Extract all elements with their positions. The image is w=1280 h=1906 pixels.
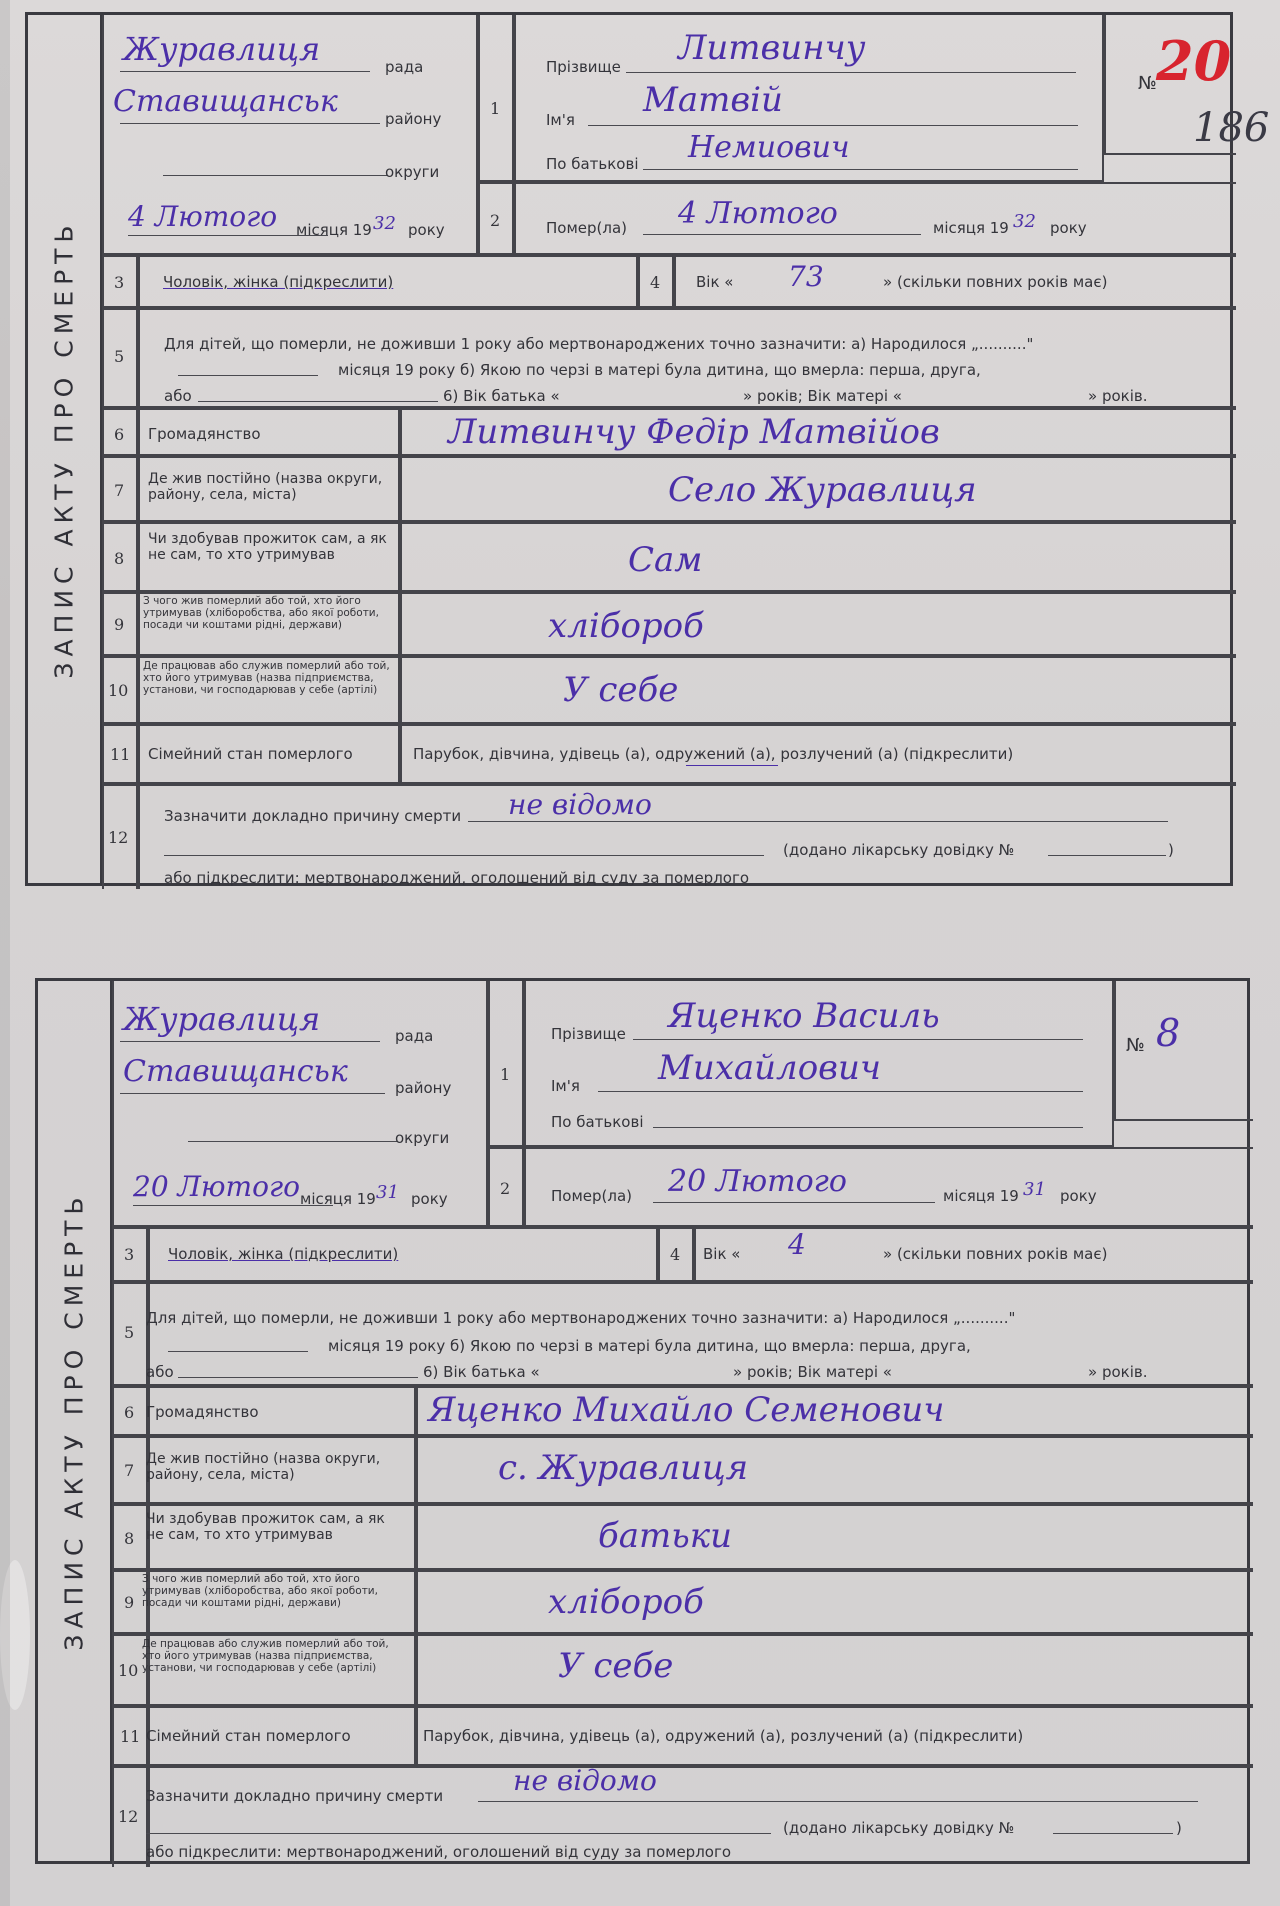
workplace-label: Де працював або служив померлий або той, хто його утримував (назва підприємства, установи, чи господарював у себе (артілі) (143, 660, 390, 697)
row-9-value-cell (400, 592, 1236, 656)
age-suffix: » (скільки повних років має) (883, 1245, 1108, 1263)
surname-label: Прізвище (551, 1025, 626, 1043)
death-year-label: року (1050, 219, 1087, 237)
death-year-value: 32 (1013, 211, 1036, 232)
children-line-2: місяця 19 року б) Якою по черзі в матері була дитина, що вмерла: перша, друга, (328, 1337, 971, 1355)
citizenship-label: Громадянство (148, 425, 261, 443)
district-value: Ставищанськ (113, 84, 338, 119)
row-4-number: 4 (650, 273, 661, 292)
row-1-number-cell (488, 981, 524, 1147)
surname-label: Прізвище (546, 58, 621, 76)
children-line-3c: » років; Вік матері « (743, 387, 902, 405)
patronymic-line (653, 1127, 1083, 1128)
row-9-number: 9 (124, 1593, 135, 1612)
record-number-value: 20 (1156, 29, 1232, 93)
council-value: Журавлиця (123, 30, 321, 68)
cause-line-1 (478, 1801, 1198, 1802)
registration-month-label: місяця 19 (296, 221, 372, 239)
children-line-3a: або (146, 1363, 174, 1381)
children-line-1: Для дітей, що померли, не доживши 1 року або мертвонароджених точно зазначити: а) Народилося „.........." (164, 335, 1034, 353)
okrug-label: округи (395, 1129, 450, 1147)
row-2-number: 2 (490, 211, 501, 230)
income-source-label: З чого жив померлий або той, хто його утримував (хліборобства, або якої роботи, посади чи коштами рідні, держави) (142, 1573, 378, 1610)
first-name-label: Ім'я (546, 111, 575, 129)
death-date-line (643, 234, 921, 235)
row-10-number: 10 (108, 681, 129, 700)
age-value: 4 (788, 1228, 806, 1261)
sex-options: Чоловік, жінка (підкреслити) (163, 273, 394, 291)
income-source-value: хлібороб (548, 606, 704, 646)
row-8-value-cell (400, 522, 1236, 592)
row-9-number: 9 (114, 615, 125, 634)
district-label: району (385, 110, 442, 128)
children-line-1: Для дітей, що померли, не доживши 1 року або мертвонароджених точно зазначити: а) Народилося „.........." (146, 1309, 1016, 1327)
row-3-number: 3 (114, 273, 125, 292)
registration-year-value: 32 (373, 213, 396, 234)
cause-line-2 (164, 855, 764, 856)
patronymic-line (643, 169, 1078, 170)
marital-status-label: Сімейний стан померлого (146, 1727, 351, 1745)
medical-certificate-label: (додано лікарську довідку № (783, 841, 1015, 859)
row-6-number: 6 (124, 1403, 135, 1422)
workplace-label: Де працював або служив померлий або той, хто його утримував (назва підприємства, установи, чи господарював у себе (артілі) (142, 1638, 389, 1675)
marital-status-options: Парубок, дівчина, удівець (а), одружений (а), розлучений (а) (підкреслити) (413, 745, 1014, 763)
children-line-3d: » років. (1088, 387, 1148, 405)
residence-value: Село Журавлиця (668, 470, 977, 510)
children-cell (138, 308, 1236, 408)
row-7-number: 7 (114, 481, 125, 500)
council-label: рада (395, 1027, 434, 1045)
residence-label: Де жив постійно (назва округи, району, села, міста) (148, 471, 383, 504)
council-label: рада (385, 58, 424, 76)
surname-line (633, 1039, 1083, 1040)
income-source-value: хлібороб (548, 1582, 704, 1622)
row-9-value-cell (416, 1570, 1253, 1634)
row-5-number: 5 (124, 1323, 135, 1342)
age-label: Вік « (703, 1245, 741, 1263)
residence-value: с. Журавлиця (498, 1448, 749, 1488)
patronymic-label: По батькові (546, 155, 639, 173)
record-number-label: № (1126, 1035, 1145, 1056)
row-5-number: 5 (114, 347, 125, 366)
livelihood-value: Сам (628, 540, 703, 580)
children-line-3d: » років. (1088, 1363, 1148, 1381)
residence-label: Де жив постійно (назва округи, району, села, міста) (146, 1451, 381, 1484)
cause-of-death-value: не відомо (513, 1764, 657, 1797)
medical-certificate-label: (додано лікарську довідку № (783, 1819, 1015, 1837)
row-10-value-cell (400, 656, 1236, 724)
death-year-value: 31 (1023, 1179, 1046, 1200)
first-name-line (588, 125, 1078, 126)
age-suffix: » (скільки повних років має) (883, 273, 1108, 291)
age-label: Вік « (696, 273, 734, 291)
children-blank-2 (178, 1377, 418, 1378)
death-label: Помер(ла) (551, 1187, 633, 1205)
registration-year-label: року (411, 1190, 448, 1208)
livelihood-label: Чи здобував прожиток сам, а як не сам, то хто утримував (146, 1511, 385, 1544)
children-blank-1 (178, 375, 318, 376)
row-3-number: 3 (124, 1245, 135, 1264)
council-line (120, 71, 370, 72)
row-7-number: 7 (124, 1461, 135, 1480)
row-1-number: 1 (490, 99, 501, 118)
income-source-label: З чого жив померлий або той, хто його утримував (хліборобства, або якої роботи, посади чи коштами рідні, держави) (143, 595, 379, 632)
citizenship-label: Громадянство (146, 1403, 259, 1421)
row-8-number: 8 (124, 1529, 135, 1548)
death-date-cell (524, 1147, 1253, 1227)
registration-month-label: місяця 19 (300, 1190, 376, 1208)
registration-year-label: року (408, 221, 445, 239)
row-4-number: 4 (670, 1245, 681, 1264)
row-12-number: 12 (108, 828, 129, 847)
row-6-number: 6 (114, 425, 125, 444)
registration-date-value: 4 Лютого (128, 200, 278, 233)
row-8-number: 8 (114, 549, 125, 568)
record-number-value: 8 (1156, 1011, 1181, 1055)
children-line-3b: 6) Вік батька « (423, 1363, 540, 1381)
death-month-label: місяця 19 (943, 1187, 1019, 1205)
row-10-value-cell (416, 1634, 1253, 1706)
married-underline (686, 765, 778, 766)
form-vertical-title: ЗАПИС АКТУ ПРО СМЕРТЬ (28, 15, 102, 883)
citizenship-value: Литвинчу Федір Матвійов (448, 412, 940, 452)
death-label: Помер(ла) (546, 219, 628, 237)
row-11-number: 11 (110, 745, 131, 764)
children-line-3c: » років; Вік матері « (733, 1363, 892, 1381)
first-name-label: Ім'я (551, 1077, 580, 1095)
death-date-value: 20 Лютого (668, 1164, 847, 1199)
district-value: Ставищанськ (123, 1054, 348, 1089)
archive-number: 186 (1193, 105, 1270, 151)
surname-value: Литвинчу (678, 28, 866, 68)
surname-value: Яценко Василь (668, 996, 940, 1036)
children-blank-2 (198, 401, 438, 402)
age-value: 73 (788, 260, 824, 293)
death-record-form-1 (25, 12, 1270, 887)
row-2-number: 2 (500, 1179, 511, 1198)
children-line-2: місяця 19 року б) Якою по черзі в матері була дитина, що вмерла: перша, друга, (338, 361, 981, 379)
row-10-number: 10 (118, 1661, 139, 1680)
death-year-label: року (1060, 1187, 1097, 1205)
workplace-value: У себе (558, 1646, 674, 1686)
children-line-3a: або (164, 387, 192, 405)
okrug-label: округи (385, 163, 440, 181)
stillborn-label: або підкреслити: мертвонароджений, оголошений від суду за померлого (146, 1843, 732, 1861)
patronymic-value: Немиович (688, 130, 850, 165)
council-line (120, 1041, 380, 1042)
cause-line-1 (468, 821, 1168, 822)
okrug-line (188, 1141, 398, 1142)
surname-line (626, 72, 1076, 73)
marital-status-label: Сімейний стан померлого (148, 745, 353, 763)
row-12-number: 12 (118, 1807, 139, 1826)
row-8-value-cell (416, 1504, 1253, 1570)
death-record-form-2 (35, 978, 1250, 1864)
row-1-number: 1 (500, 1065, 511, 1084)
registration-date-value: 20 Лютого (133, 1170, 300, 1203)
death-date-value: 4 Лютого (678, 196, 838, 231)
cause-of-death-value: не відомо (508, 788, 652, 821)
first-name-value: Михайлович (658, 1048, 882, 1088)
marital-status-options: Парубок, дівчина, удівець (а), одружений (а), розлучений (а) (підкреслити) (423, 1727, 1024, 1745)
sex-options: Чоловік, жінка (підкреслити) (168, 1245, 399, 1263)
stillborn-label: або підкреслити: мертвонароджений, оголошений від суду за померлого (164, 869, 750, 887)
death-month-label: місяця 19 (933, 219, 1009, 237)
record-number-label: № (1138, 73, 1157, 94)
certificate-number-line (1053, 1833, 1173, 1834)
registration-year-value: 31 (376, 1182, 399, 1203)
certificate-paren: ) (1168, 841, 1174, 859)
district-line (120, 1093, 385, 1094)
form-vertical-title: ЗАПИС АКТУ ПРО СМЕРТЬ (38, 981, 112, 1861)
first-name-line (598, 1091, 1083, 1092)
workplace-value: У себе (563, 670, 679, 710)
row-11-number: 11 (120, 1727, 141, 1746)
first-name-value: Матвій (643, 80, 783, 120)
patronymic-label: По батькові (551, 1113, 644, 1131)
certificate-number-line (1048, 855, 1166, 856)
district-label: району (395, 1079, 452, 1097)
okrug-line (163, 175, 388, 176)
council-value: Журавлиця (123, 1000, 321, 1038)
livelihood-label: Чи здобував прожиток сам, а як не сам, то хто утримував (148, 531, 387, 564)
citizenship-value: Яценко Михайло Семенович (428, 1390, 945, 1430)
certificate-paren: ) (1176, 1819, 1182, 1837)
cause-of-death-label: Зазначити докладно причину смерти (146, 1787, 444, 1805)
district-line (120, 123, 380, 124)
children-line-3b: 6) Вік батька « (443, 387, 560, 405)
paper-stain (0, 0, 10, 1906)
livelihood-value: батьки (598, 1516, 732, 1556)
death-date-line (653, 1202, 935, 1203)
cause-of-death-label: Зазначити докладно причину смерти (164, 807, 462, 825)
cause-line-2 (146, 1833, 771, 1834)
children-blank-1 (168, 1351, 308, 1352)
